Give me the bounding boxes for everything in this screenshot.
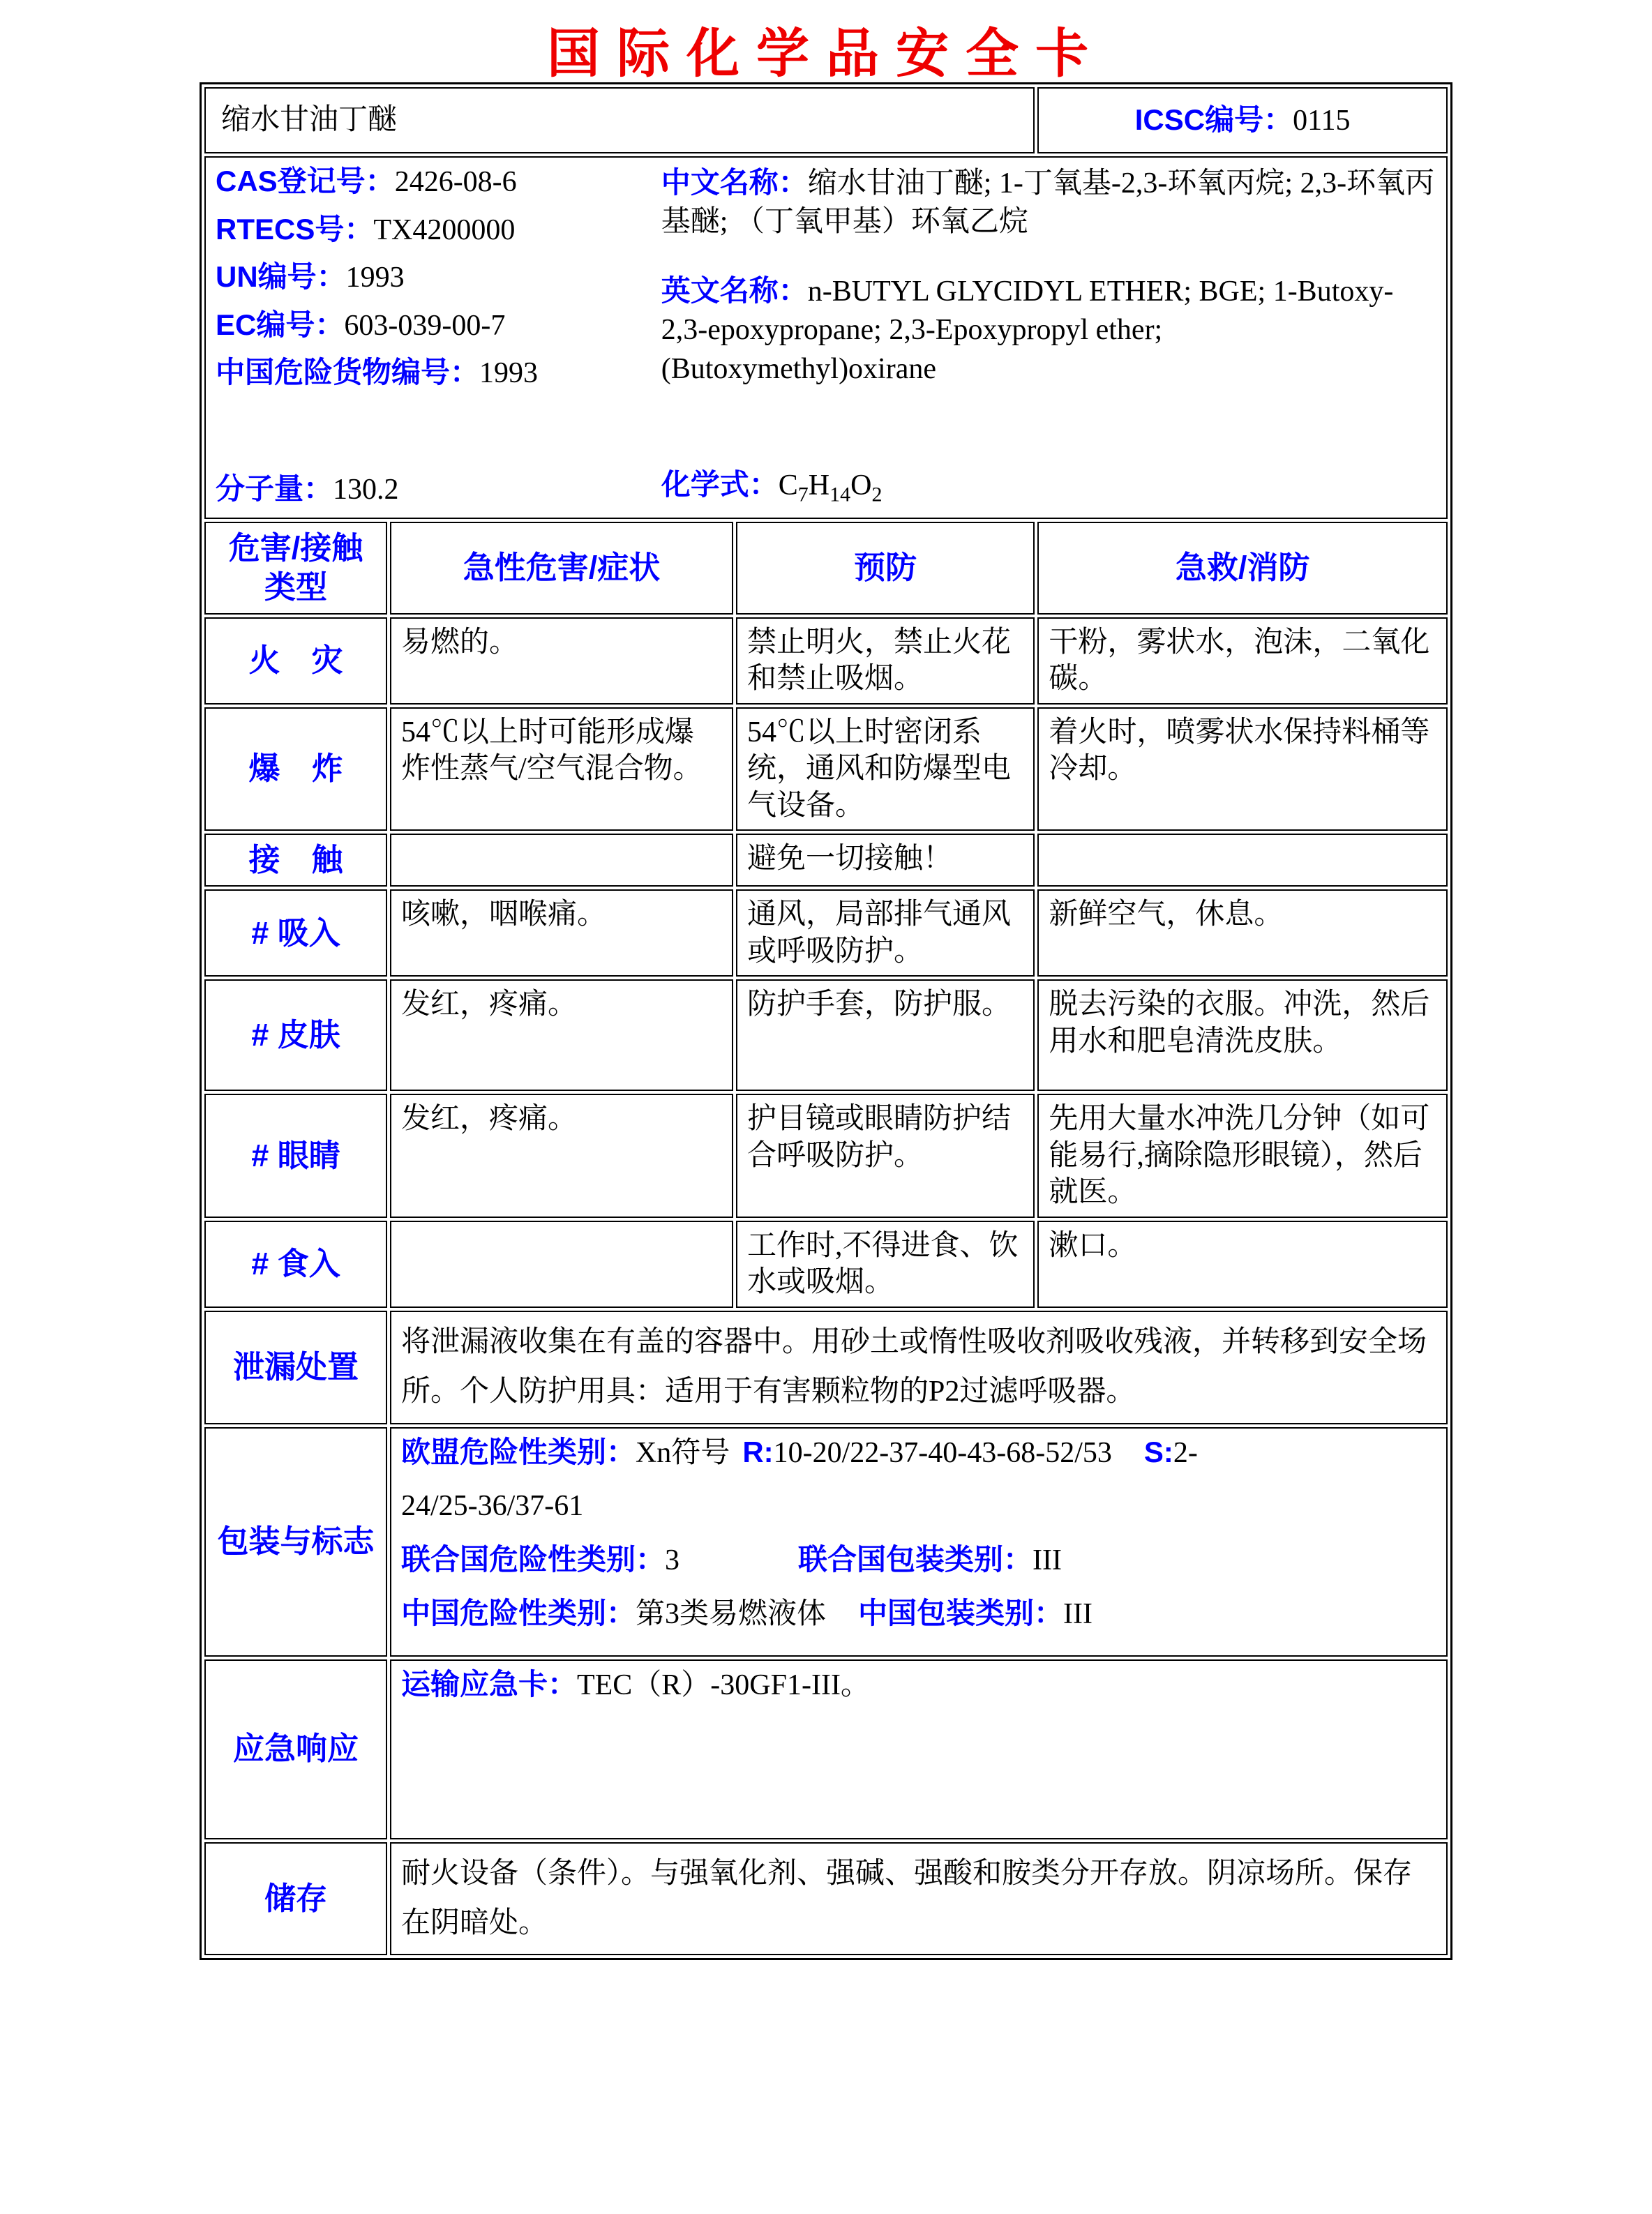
inhalation-first-aid: 新鲜空气，休息。 <box>1037 889 1448 977</box>
identifier-lines <box>216 163 654 402</box>
ec-number-value: 603-039-00-7 <box>344 309 506 342</box>
section-row-emergency <box>204 1659 1448 1839</box>
storage-section-label: 储存 <box>204 1842 387 1956</box>
identity-cell <box>204 156 1448 519</box>
explosion-prevention: 54℃以上时密闭系统，通风和防爆型电气设备。 <box>736 707 1035 831</box>
packaging-section-content <box>390 1427 1448 1657</box>
chemical-formula-line <box>661 467 1436 508</box>
storage-section-text: 耐火设备（条件）。与强氧化剂、强碱、强酸和胺类分开存放。阴凉场所。保存在阴暗处。 <box>390 1842 1448 1956</box>
header-acute-symptoms: 急性危害/症状 <box>390 522 733 615</box>
ingestion-symptoms <box>390 1221 733 1308</box>
ec-number-label: EC编号： <box>216 308 345 341</box>
china-hazard-class-label: 中国危险性类别： <box>400 1597 636 1630</box>
hazard-row-explosion <box>204 707 1448 831</box>
un-hazard-class-value: 3 <box>664 1544 679 1576</box>
molecular-weight-line <box>216 471 654 509</box>
header-first-aid: 急救/消防 <box>1037 522 1448 615</box>
hazard-row-exposure <box>204 834 1448 887</box>
header-hazard-type: 危害/接触类型 <box>204 522 387 615</box>
hazard-type-inhalation: # 吸入 <box>204 889 387 977</box>
hazard-row-skin <box>204 979 1448 1091</box>
un-packing-group-value: III <box>1032 1544 1062 1576</box>
hazard-type-exposure: 接 触 <box>204 834 387 887</box>
page-title: 国际化学品安全卡 <box>547 22 1105 84</box>
hazard-row-inhalation <box>204 889 1448 977</box>
hazard-type-eyes: # 眼睛 <box>204 1094 387 1218</box>
icsc-card-table <box>200 82 1452 1960</box>
china-dg-number-label: 中国危险货物编号： <box>216 356 480 389</box>
s-phrases-label: S: <box>1143 1435 1173 1468</box>
packaging-section-label: 包装与标志 <box>204 1427 387 1657</box>
rtecs-number-line <box>216 211 654 249</box>
ingestion-prevention: 工作时,不得进食、饮水或吸烟。 <box>736 1221 1035 1308</box>
section-row-storage <box>204 1842 1448 1956</box>
ec-number-line <box>216 307 654 345</box>
eyes-prevention: 护目镜或眼睛防护结合呼吸防护。 <box>736 1094 1035 1218</box>
icsc-number-cell <box>1037 87 1448 153</box>
eu-hazard-class-line <box>401 1434 1436 1472</box>
icsc-number-value: 0115 <box>1293 104 1351 137</box>
china-packing-group-label: 中国包装类别： <box>857 1597 1063 1630</box>
spill-section-label: 泄漏处置 <box>204 1311 387 1424</box>
eu-hazard-symbol: Xn符号 <box>635 1436 730 1469</box>
un-number-label: UN编号： <box>216 260 346 293</box>
hazard-row-ingestion <box>204 1221 1448 1308</box>
fire-first-aid: 干粉，雾状水，泡沫，二氧化碳。 <box>1037 617 1448 705</box>
icsc-number-label: ICSC编号： <box>1134 103 1293 136</box>
explosion-symptoms: 54℃以上时可能形成爆炸性蒸气/空气混合物。 <box>390 707 733 831</box>
exposure-first-aid <box>1037 834 1448 887</box>
chinese-names-value: 缩水甘油丁醚; 1-丁氧基-2,3-环氧丙烷; 2,3-环氧丙基醚; （丁氧甲基）环氧乙烷 <box>661 167 1435 239</box>
card-header-row <box>204 87 1448 153</box>
skin-first-aid: 脱去污染的衣服。冲洗，然后用水和肥皂清洗皮肤。 <box>1037 979 1448 1091</box>
china-dg-number-line <box>216 354 654 392</box>
hazard-type-ingestion: # 食入 <box>204 1221 387 1308</box>
emergency-section-label: 应急响应 <box>204 1659 387 1839</box>
un-number-value: 1993 <box>345 262 405 294</box>
skin-prevention: 防护手套，防护服。 <box>736 979 1035 1091</box>
section-row-spill <box>204 1311 1448 1424</box>
hazard-type-skin: # 皮肤 <box>204 979 387 1091</box>
fire-symptoms: 易燃的。 <box>390 617 733 705</box>
rtecs-number-label: RTECS号： <box>216 212 374 246</box>
eyes-first-aid: 先用大量水冲洗几分钟（如可能易行,摘除隐形眼镜），然后就医。 <box>1037 1094 1448 1218</box>
hazard-type-explosion: 爆 炸 <box>204 707 387 831</box>
eu-hazard-class-label: 欧盟危险性类别： <box>400 1435 636 1468</box>
china-hazard-class-value: 第3类易燃液体 <box>635 1598 826 1631</box>
ingestion-first-aid: 漱口。 <box>1037 1221 1448 1308</box>
china-packing-group-value: III <box>1063 1598 1092 1631</box>
un-class-line <box>401 1542 1436 1579</box>
chemical-name-cell <box>204 87 1035 153</box>
r-phrases-label: R: <box>742 1435 774 1468</box>
chemical-name: 缩水甘油丁醚 <box>221 104 398 137</box>
un-packing-group-label: 联合国包装类别： <box>797 1542 1032 1576</box>
r-phrases-value: 10-20/22-37-40-43-68-52/53 <box>773 1436 1112 1469</box>
hazard-row-fire <box>204 617 1448 705</box>
chinese-names-label: 中文名称： <box>661 166 808 199</box>
rtecs-number-value: TX4200000 <box>373 213 516 246</box>
transport-emergency-card-value: TEC（R）-30GF1-III。 <box>576 1669 870 1701</box>
transport-emergency-card-label: 运输应急卡： <box>400 1667 577 1701</box>
exposure-symptoms <box>390 834 733 887</box>
molecular-weight-value: 130.2 <box>333 473 399 506</box>
inhalation-prevention: 通风，局部排气通风或呼吸防护。 <box>736 889 1035 977</box>
identifier-list <box>216 163 661 512</box>
chemical-formula-value: $C_7H_{14}O_2$ <box>778 469 883 506</box>
hazard-row-eyes <box>204 1094 1448 1218</box>
china-class-line <box>401 1595 1436 1633</box>
chemical-formula-label: 化学式： <box>661 468 779 502</box>
cas-number-line <box>216 163 654 201</box>
name-block <box>661 163 1436 512</box>
s-phrases-value-part2: 24/25-36/37-61 <box>400 1490 584 1523</box>
english-names-line <box>661 271 1436 389</box>
skin-symptoms: 发红，疼痛。 <box>390 979 733 1091</box>
section-row-packaging <box>204 1427 1448 1657</box>
s-phrases-value-part1: 2- <box>1173 1436 1198 1469</box>
hazard-header-row <box>204 522 1448 615</box>
exposure-prevention: 避免一切接触！ <box>736 834 1035 887</box>
header-prevention: 预防 <box>736 522 1035 615</box>
hazard-type-fire: 火 灾 <box>204 617 387 705</box>
chinese-names-line <box>661 163 1436 242</box>
identity-row <box>204 156 1448 519</box>
un-hazard-class-label: 联合国危险性类别： <box>400 1542 665 1576</box>
english-names-value: n-BUTYL GLYCIDYL ETHER; BGE; 1-Butoxy-2,3-epoxypropane; 2,3-Epoxypropyl ether; (Butoxymethyl)oxirane <box>661 275 1394 385</box>
china-dg-number-value: 1993 <box>479 357 539 389</box>
explosion-first-aid: 着火时，喷雾状水保持料桶等冷却。 <box>1037 707 1448 831</box>
eyes-symptoms: 发红，疼痛。 <box>390 1094 733 1218</box>
fire-prevention: 禁止明火，禁止火花和禁止吸烟。 <box>736 617 1035 705</box>
cas-number-label: CAS登记号： <box>216 165 395 197</box>
un-number-line <box>216 259 654 296</box>
emergency-section-content <box>390 1659 1448 1839</box>
cas-number-value: 2426-08-6 <box>394 166 517 198</box>
molecular-weight-label: 分子量： <box>216 472 333 505</box>
english-names-label: 英文名称： <box>661 273 808 307</box>
inhalation-symptoms: 咳嗽，咽喉痛。 <box>390 889 733 977</box>
spill-section-text: 将泄漏液收集在有盖的容器中。用砂土或惰性吸收剂吸收残液，并转移到安全场所。个人防护用具：适用于有害颗粒物的P2过滤呼吸器。 <box>390 1311 1448 1424</box>
